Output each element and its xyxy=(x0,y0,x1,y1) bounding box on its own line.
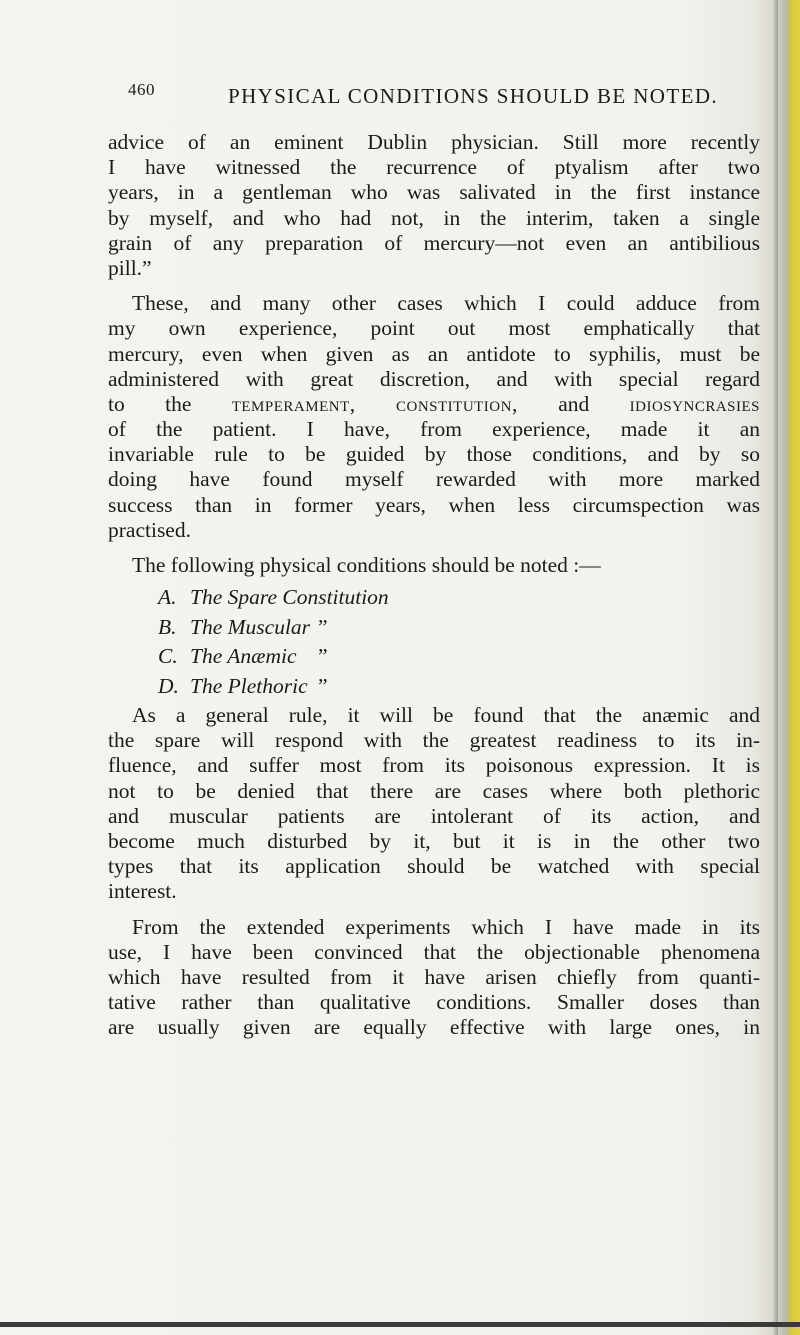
text-line: and muscular patients are intolerant of its action, and xyxy=(108,803,760,828)
ditto-mark: ” xyxy=(318,673,328,698)
text-line: grain of any preparation of mercury—not even an antibilious xyxy=(108,230,760,255)
text-line: use, I have been convinced that the objectionable phenomena xyxy=(108,939,760,964)
ditto-mark: ” xyxy=(318,614,328,639)
text-line: become much disturbed by it, but it is in the other two xyxy=(108,828,760,853)
text-line-smallcaps xyxy=(108,392,760,417)
text-line: success than in former years, when less circumspection was xyxy=(108,492,760,517)
text-line: years, in a gentleman who was salivated in the first instance xyxy=(108,180,760,205)
list-letter: D. xyxy=(158,673,179,698)
text-line: mercury, even when given as an antidote to syphilis, must be xyxy=(108,341,760,366)
text-line: not to be denied that there are cases where both plethoric xyxy=(108,778,760,803)
text-line: advice of an eminent Dublin physician. Still more recently xyxy=(108,130,760,154)
text-line: types that its application should be watched with special xyxy=(108,854,760,879)
list-item xyxy=(158,644,760,674)
word: to the xyxy=(108,391,192,416)
list-letter: C. xyxy=(158,644,178,668)
text-line: tative rather than qualitative conditions. Smaller doses than xyxy=(108,990,760,1015)
smallcaps-term: constitution, xyxy=(395,391,518,416)
text-line: interest. xyxy=(108,879,177,904)
text-line: From the extended experiments which I have made in its xyxy=(132,914,760,939)
smallcaps-term: idiosyncrasies xyxy=(629,391,761,416)
text-line: invariable rule to be guided by those conditions, and by so xyxy=(108,442,760,467)
text-line: of the patient. I have, from experience, made it an xyxy=(108,417,760,442)
page-edge xyxy=(778,0,800,1335)
ditto-mark: ” xyxy=(318,644,328,668)
body-text xyxy=(108,130,760,1040)
list-label: The Spare Constitution xyxy=(190,585,389,609)
text-line: I have witnessed the recurrence of ptyalism after two xyxy=(108,155,760,180)
text-line: the spare will respond with the greatest readiness to its in- xyxy=(108,728,760,753)
text-line: which have resulted from it have arisen chiefly from quanti- xyxy=(108,964,760,989)
list-label: The Muscular xyxy=(190,614,311,639)
list-intro: The following physical conditions should be noted :— xyxy=(132,553,601,577)
list-letter: A. xyxy=(158,585,177,609)
text-line: fluence, and suffer most from its poisonous expression. It is xyxy=(108,753,760,778)
running-head: PHYSICAL CONDITIONS SHOULD BE NOTED. xyxy=(228,84,719,108)
text-line: pill.” xyxy=(108,255,152,280)
list-letter: B. xyxy=(158,614,177,639)
list-item xyxy=(158,615,760,645)
bottom-edge xyxy=(0,1322,800,1327)
list-item xyxy=(158,674,760,704)
paragraph-3 xyxy=(108,703,760,905)
text-line: These, and many other cases which I could adduce from xyxy=(132,291,760,316)
text-line: administered with great discretion, and with special regard xyxy=(108,366,760,391)
smallcaps-term: temperament, xyxy=(231,391,356,416)
paragraph-1 xyxy=(108,130,760,281)
list-item xyxy=(158,585,760,615)
page-number: 460 xyxy=(128,80,155,99)
text-line: As a general rule, it will be found that the anæmic and xyxy=(132,703,760,727)
text-line: are usually given are equally effective with large ones, in xyxy=(108,1015,760,1040)
conditions-list xyxy=(158,585,760,703)
paragraph-2 xyxy=(108,291,760,543)
text-line: my own experience, point out most emphatically that xyxy=(108,316,760,341)
text-line: doing have found myself rewarded with more marked xyxy=(108,467,760,492)
paragraph-4 xyxy=(108,915,760,1041)
word: and xyxy=(558,391,590,416)
page-header xyxy=(128,80,748,120)
text-line: practised. xyxy=(108,517,191,542)
list-label: The Anæmic xyxy=(190,644,297,668)
text-line: by myself, and who had not, in the interim, taken a single xyxy=(108,205,760,230)
list-label: The Plethoric xyxy=(190,673,308,698)
